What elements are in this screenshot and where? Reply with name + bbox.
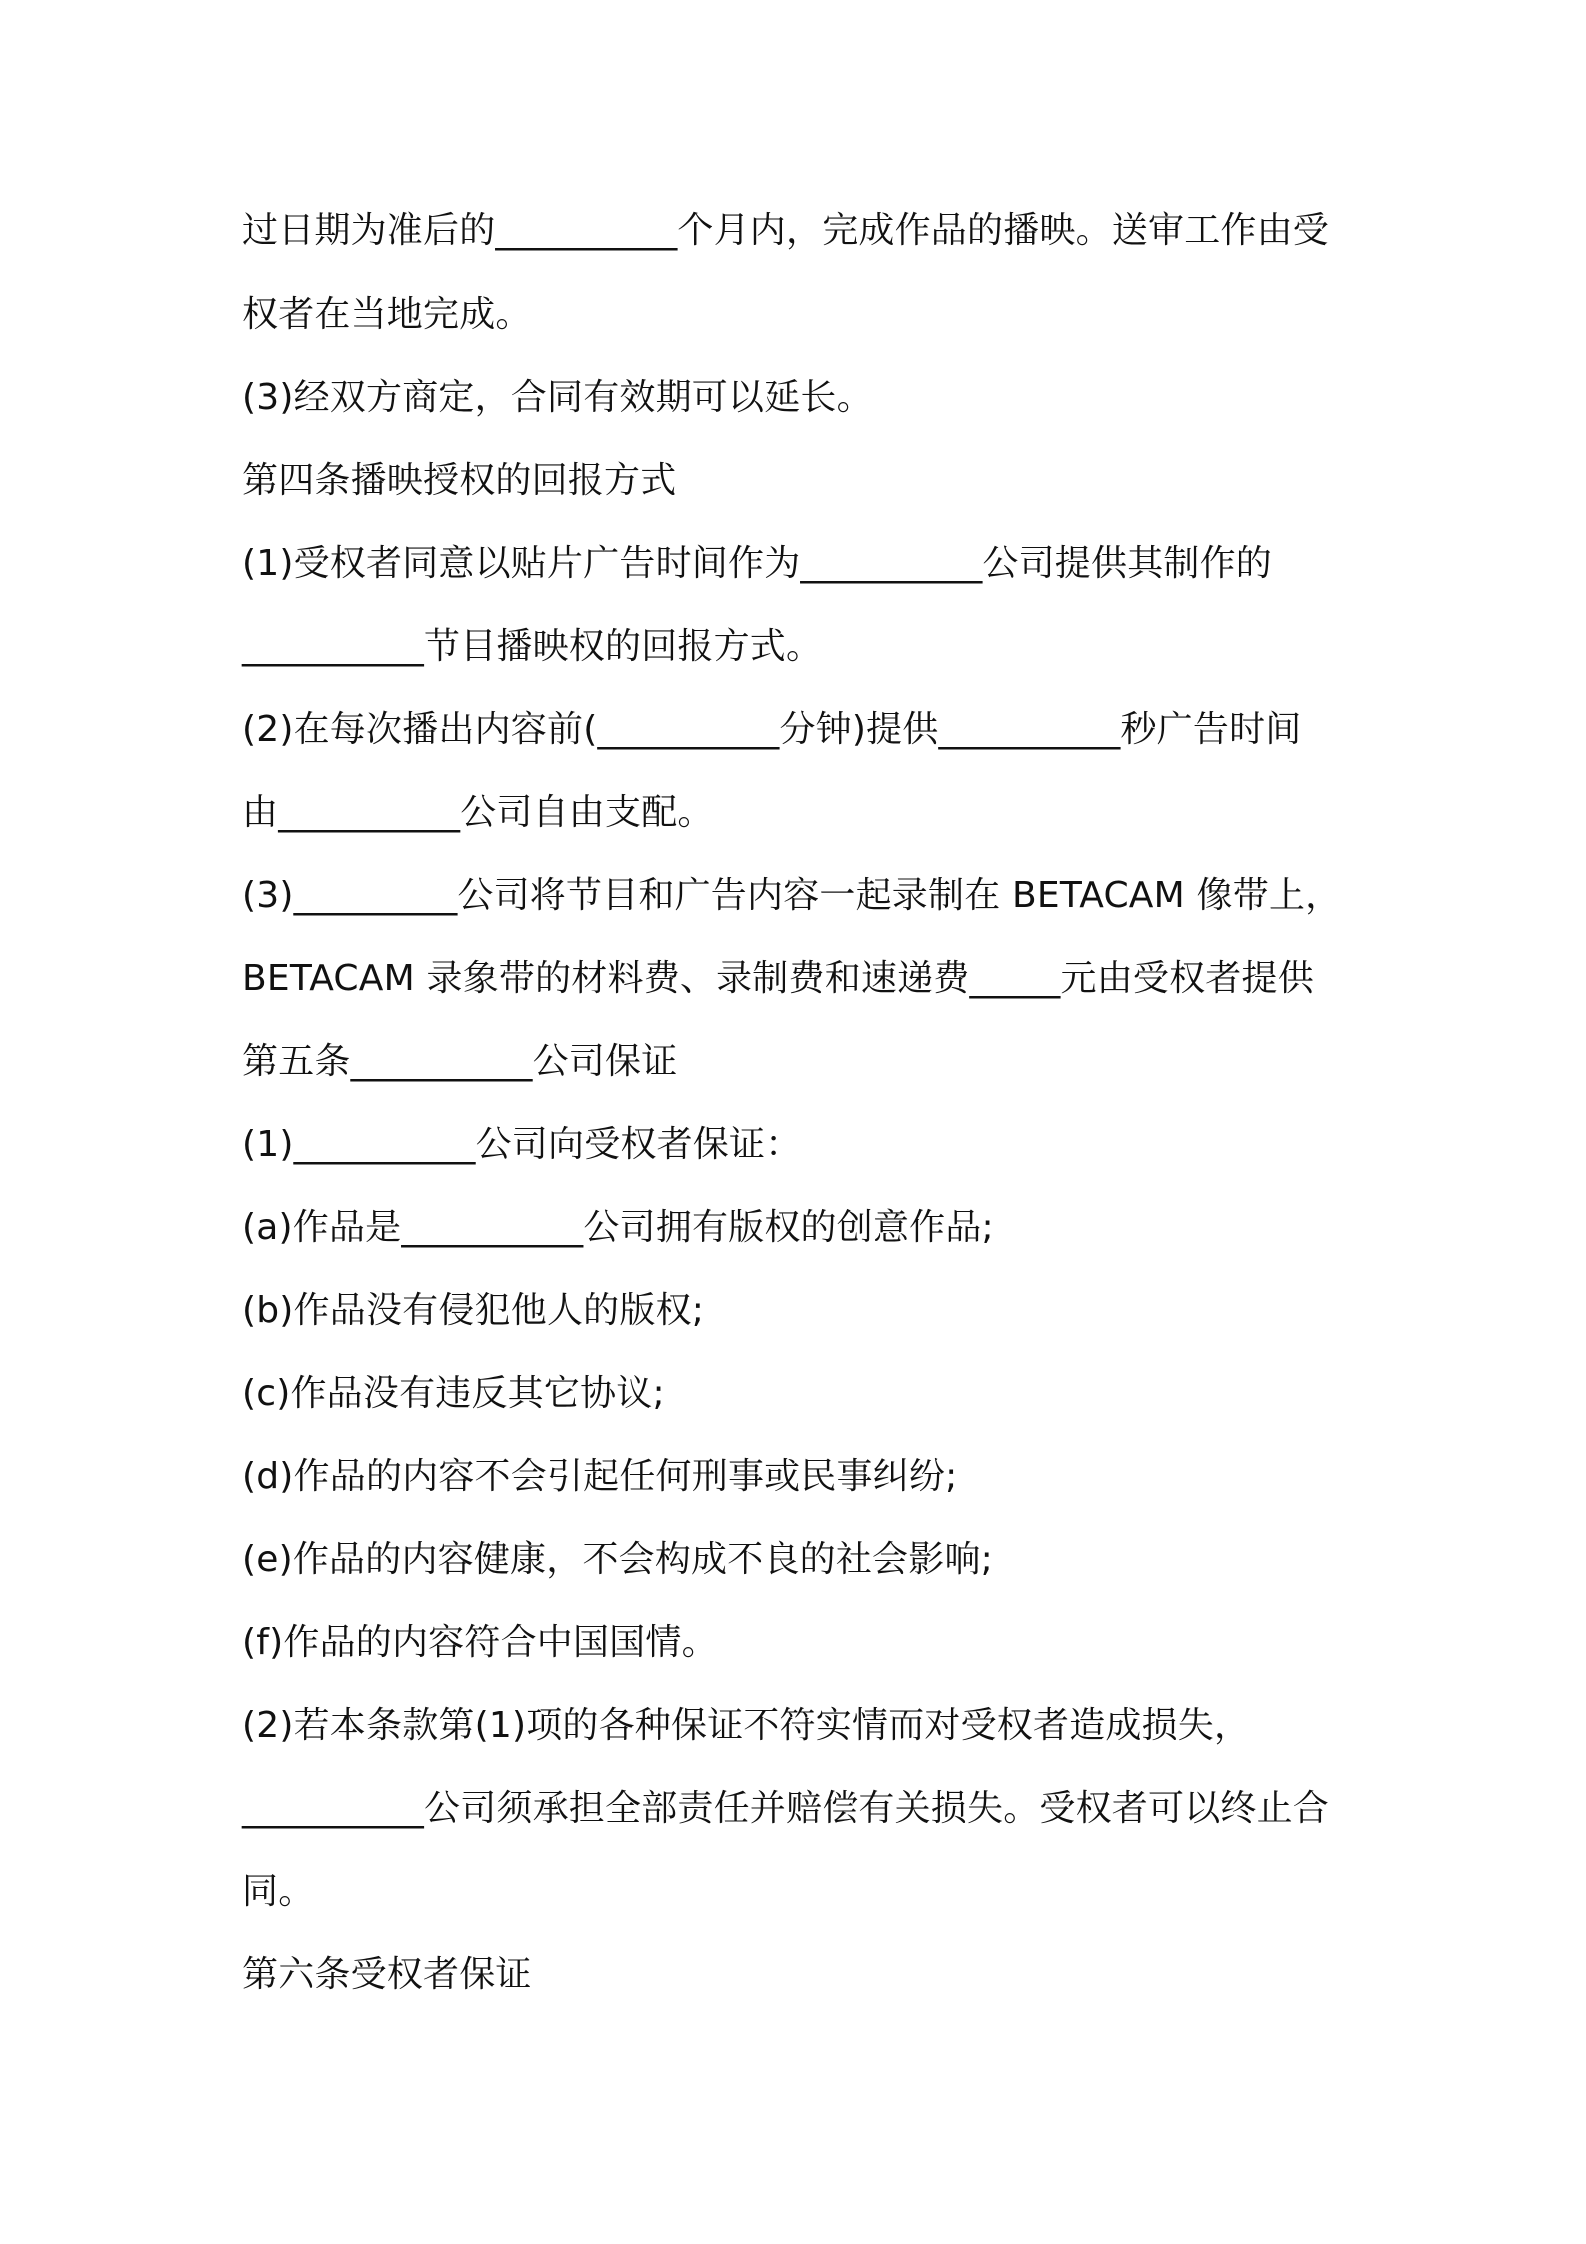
text-line: __________节目播映权的回报方式。 — [242, 626, 823, 667]
section-heading: 第五条__________公司保证 — [242, 1041, 678, 1082]
text-line: __________公司须承担全部责任并赔偿有关损失。受权者可以终止合 — [242, 1788, 1330, 1829]
text-line: (e)作品的内容健康，不会构成不良的社会影响; — [242, 1539, 993, 1580]
text-line: (f)作品的内容符合中国国情。 — [242, 1622, 718, 1663]
text-line: (a)作品是__________公司拥有版权的创意作品; — [242, 1207, 994, 1248]
section-heading: 第六条受权者保证 — [242, 1954, 532, 1995]
text-line: (3)_________公司将节目和广告内容一起录制在 BETACAM 像带上， — [242, 875, 1342, 916]
text-line: (1)__________公司向受权者保证： — [242, 1124, 802, 1165]
text-line: (1)受权者同意以贴片广告时间作为__________公司提供其制作的 — [242, 543, 1272, 584]
text-line: (c)作品没有违反其它协议; — [242, 1373, 665, 1414]
text-line: 由__________公司自由支配。 — [242, 792, 714, 833]
text-line: (d)作品的内容不会引起任何刑事或民事纠纷; — [242, 1456, 958, 1497]
text-line: BETACAM 录象带的材料费、录制费和速递费_____元由受权者提供 — [242, 958, 1314, 999]
text-line: 权者在当地完成。 — [242, 294, 532, 335]
text-line: (2)在每次播出内容前(__________分钟)提供__________秒广告时间 — [242, 709, 1302, 750]
text-line: (b)作品没有侵犯他人的版权; — [242, 1290, 705, 1331]
text-line: 过日期为准后的__________个月内，完成作品的播映。送审工作由受 — [242, 210, 1330, 251]
text-line: (2)若本条款第(1)项的各种保证不符实情而对受权者造成损失， — [242, 1705, 1251, 1746]
section-heading: 第四条播映授权的回报方式 — [242, 460, 677, 501]
text-line: (3)经双方商定，合同有效期可以延长。 — [242, 377, 873, 418]
text-line: 同。 — [242, 1871, 315, 1912]
